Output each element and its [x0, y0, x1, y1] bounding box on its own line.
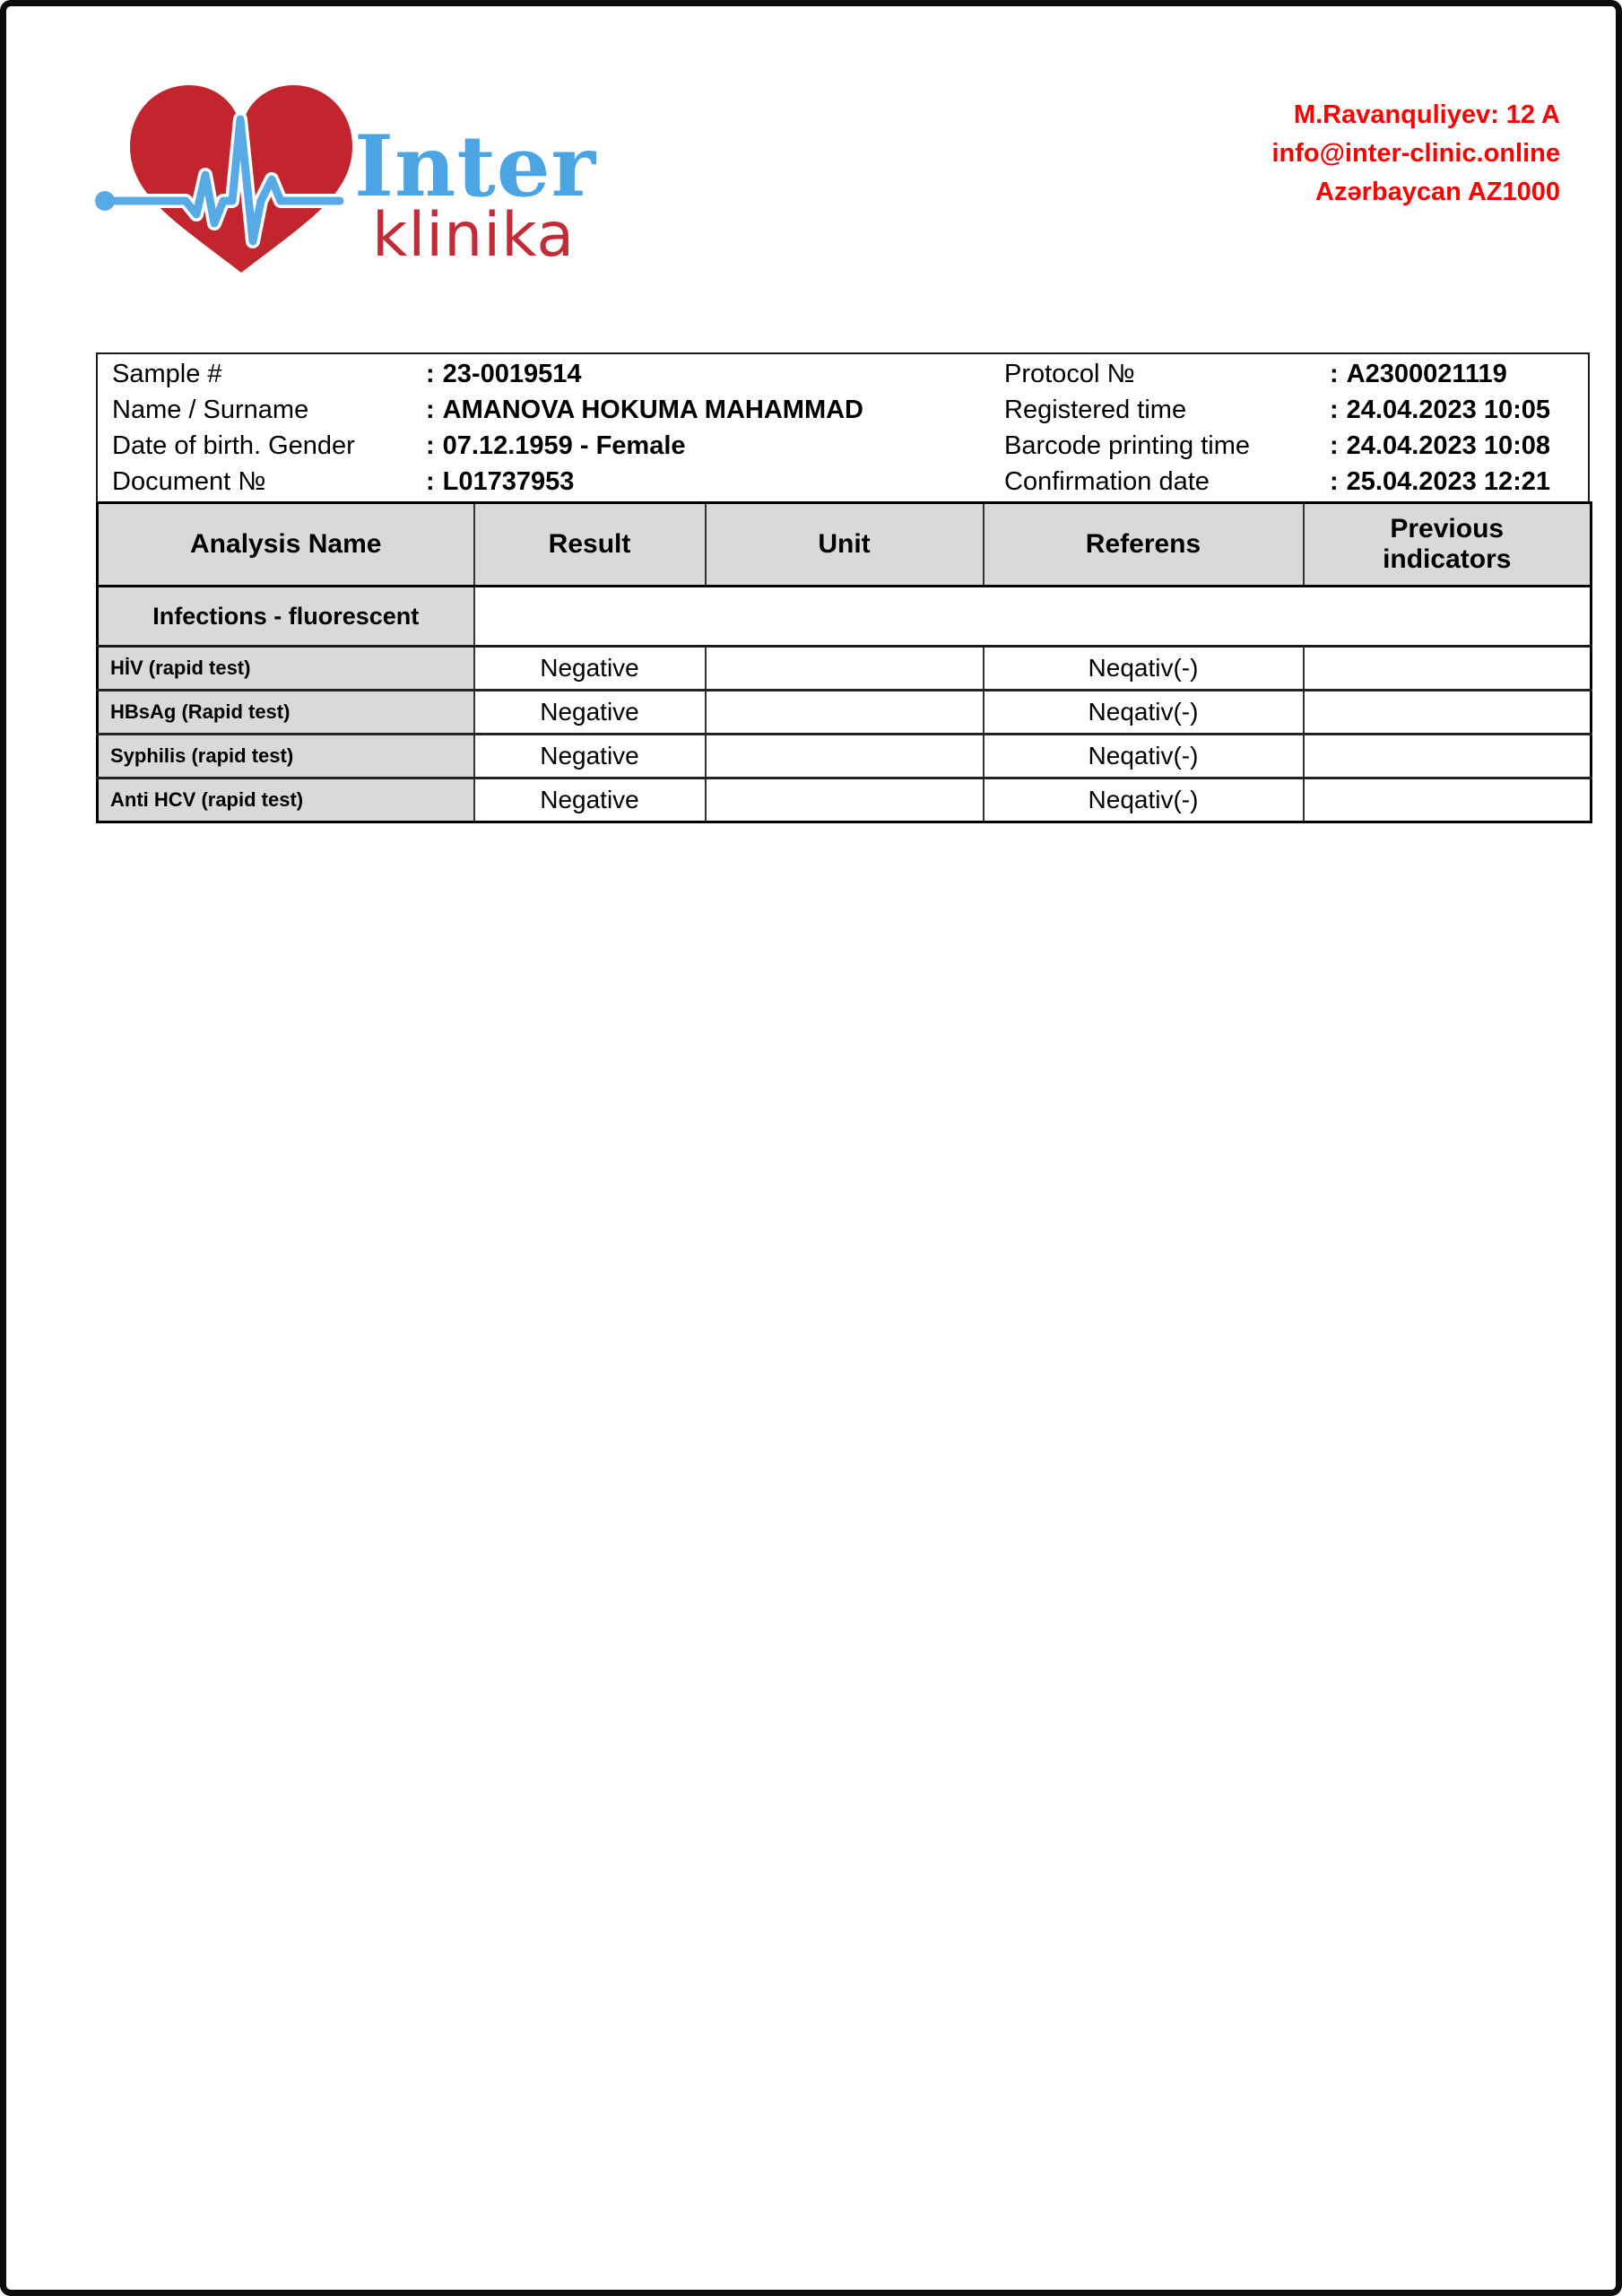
previous-indicators-cell [1304, 647, 1592, 691]
column-header-referens: Referens [984, 503, 1304, 587]
clinic-contact [1271, 96, 1560, 212]
info-row [98, 428, 1588, 464]
colon: : [426, 466, 435, 496]
logo-title: Inter [354, 117, 597, 216]
unit-cell [706, 735, 984, 778]
section-row [98, 587, 1592, 647]
info-label-document: Document № [112, 466, 266, 496]
analysis-name-cell: Syphilis (rapid test) [98, 735, 474, 778]
info-label-registered-time: Registered time [1004, 395, 1187, 424]
referens-cell: Neqativ(-) [984, 778, 1304, 822]
info-label-name: Name / Surname [112, 395, 309, 424]
table-row-syphilis [98, 735, 1592, 778]
info-value-protocol: : A2300021119 [1330, 359, 1507, 388]
previous-indicators-cell [1304, 691, 1592, 735]
previous-indicators-cell [1304, 778, 1592, 822]
colon: : [1330, 466, 1339, 496]
info-value-name: : AMANOVA HOKUMA MAHAMMAD [426, 395, 863, 424]
info-label-barcode-time: Barcode printing time [1004, 430, 1251, 460]
info-value-confirmation-date: : 25.04.2023 12:21 [1330, 466, 1551, 496]
section-row-spacer [474, 587, 1592, 647]
patient-info-box [96, 352, 1590, 503]
contact-email: info@inter-clinic.online [1271, 139, 1560, 168]
table-row-hbsag [98, 691, 1592, 735]
column-header-unit: Unit [706, 503, 984, 587]
colon: : [426, 359, 435, 388]
table-row-anti-hcv [98, 778, 1592, 822]
column-header-result: Result [474, 503, 706, 587]
info-row [98, 356, 1588, 392]
info-label-sample: Sample # [112, 359, 222, 388]
previous-indicators-cell [1304, 735, 1592, 778]
info-label-dob-gender: Date of birth. Gender [112, 430, 355, 460]
unit-cell [706, 691, 984, 735]
analysis-section-label: Infections - fluorescent [98, 587, 474, 647]
analysis-name-cell: HİV (rapid test) [98, 647, 474, 691]
info-value-sample: : 23-0019514 [426, 359, 582, 388]
heart-ekg-icon [78, 69, 365, 289]
clinic-logo [78, 69, 598, 293]
logo-subtitle: klinika [372, 200, 576, 271]
contact-address-line: M.Ravanquliyev: 12 A [1293, 100, 1560, 129]
contact-country-line: Azərbaycan AZ1000 [1315, 178, 1560, 206]
colon: : [1330, 395, 1339, 424]
info-value-dob-gender: : 07.12.1959 - Female [426, 430, 686, 460]
referens-cell: Neqativ(-) [984, 691, 1304, 735]
referens-cell: Neqativ(-) [984, 735, 1304, 778]
colon: : [1330, 359, 1339, 388]
table-header-row [98, 503, 1592, 587]
info-label-confirmation-date: Confirmation date [1004, 466, 1210, 496]
info-row [98, 392, 1588, 428]
info-value-barcode-time: : 24.04.2023 10:08 [1330, 430, 1551, 460]
analysis-name-cell: HBsAg (Rapid test) [98, 691, 474, 735]
colon: : [1330, 430, 1339, 460]
info-label-protocol: Protocol № [1004, 359, 1135, 388]
result-cell: Negative [474, 778, 706, 822]
result-cell: Negative [474, 735, 706, 778]
unit-cell [706, 647, 984, 691]
analysis-name-cell: Anti HCV (rapid test) [98, 778, 474, 822]
result-cell: Negative [474, 647, 706, 691]
referens-cell: Neqativ(-) [984, 647, 1304, 691]
colon: : [426, 395, 435, 424]
info-value-document: : L01737953 [426, 466, 575, 496]
info-value-registered-time: : 24.04.2023 10:05 [1330, 395, 1551, 424]
column-header-previous-indicators: Previous indicators [1304, 503, 1592, 587]
result-cell: Negative [474, 691, 706, 735]
colon: : [426, 430, 435, 460]
table-row-hiv [98, 647, 1592, 691]
unit-cell [706, 778, 984, 822]
info-row [98, 464, 1588, 500]
column-header-analysis-name: Analysis Name [98, 503, 474, 587]
results-table [96, 501, 1592, 823]
